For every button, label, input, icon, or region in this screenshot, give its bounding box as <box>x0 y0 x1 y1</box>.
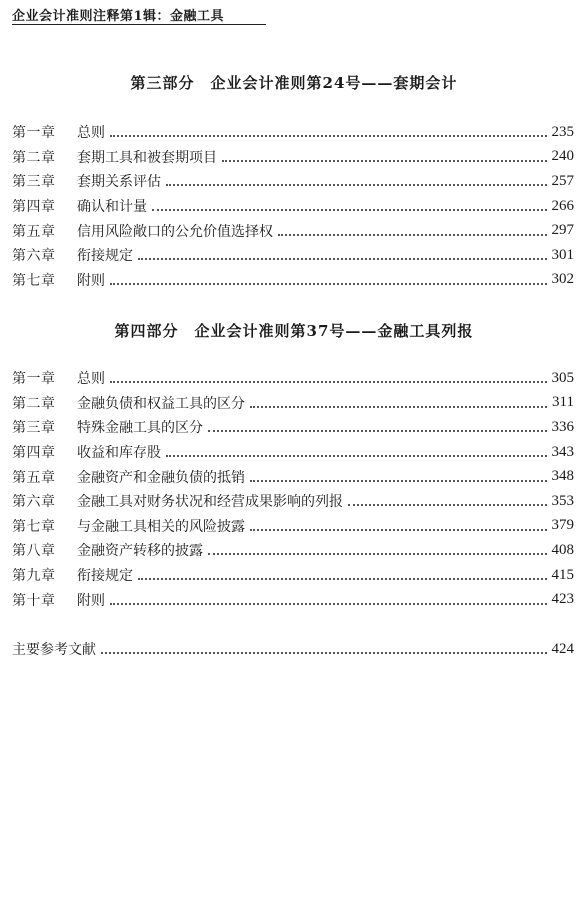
part-three-toc <box>12 120 574 292</box>
page-number: 353 <box>551 492 574 509</box>
chapter-title: 总则 <box>77 125 105 142</box>
references-section <box>12 637 574 662</box>
chapter-title: 确认和计量 <box>77 199 147 216</box>
part-four-toc <box>12 366 574 612</box>
chapter-number: 第八章 <box>12 543 56 560</box>
page-number: 379 <box>551 517 574 534</box>
dot-leader <box>166 184 547 186</box>
chapter-number: 第三章 <box>12 420 56 437</box>
toc-entry[interactable] <box>12 464 574 489</box>
page-number: 311 <box>552 394 574 411</box>
page-number: 301 <box>551 246 574 263</box>
toc-entry[interactable] <box>12 145 574 170</box>
dot-leader <box>138 578 547 580</box>
chapter-title: 金融工具对财务状况和经营成果影响的列报 <box>77 494 343 511</box>
chapter-number: 第十章 <box>12 592 56 609</box>
chapter-title: 总则 <box>77 371 105 388</box>
toc-entry[interactable] <box>12 194 574 219</box>
page-number: 423 <box>551 591 574 608</box>
page-number: 240 <box>551 148 574 165</box>
page-number: 305 <box>551 369 574 386</box>
toc-entry[interactable] <box>12 538 574 563</box>
chapter-title: 附则 <box>77 272 105 289</box>
toc-entry[interactable] <box>12 489 574 514</box>
page-number: 302 <box>551 271 574 288</box>
chapter-number: 第五章 <box>12 469 56 486</box>
references-title: 主要参考文献 <box>12 642 96 659</box>
chapter-number: 第六章 <box>12 248 56 265</box>
part-four-title: 第四部分 企业会计准则第37号——金融工具列报 <box>114 322 474 340</box>
dot-leader <box>166 455 547 457</box>
chapter-title: 附则 <box>77 592 105 609</box>
chapter-title: 信用风险敞口的公允价值选择权 <box>77 223 273 240</box>
dot-leader <box>208 430 547 432</box>
toc-entry[interactable] <box>12 563 574 588</box>
chapter-number: 第二章 <box>12 149 56 166</box>
chapter-title: 套期工具和被套期项目 <box>77 149 217 166</box>
chapter-title: 金融负债和权益工具的区分 <box>77 395 245 412</box>
chapter-number: 第七章 <box>12 272 56 289</box>
dot-leader <box>250 529 547 531</box>
chapter-number: 第二章 <box>12 395 56 412</box>
part-three-title: 第三部分 企业会计准则第24号——套期会计 <box>130 74 458 92</box>
dot-leader <box>222 160 547 162</box>
chapter-number: 第四章 <box>12 199 56 216</box>
chapter-title: 收益和库存股 <box>77 445 161 462</box>
chapter-number: 第一章 <box>12 125 56 142</box>
chapter-number: 第五章 <box>12 223 56 240</box>
page-number: 408 <box>551 541 574 558</box>
dot-leader <box>208 553 547 555</box>
page-number: 424 <box>551 640 574 657</box>
page-number: 348 <box>551 468 574 485</box>
page-number: 257 <box>551 172 574 189</box>
chapter-title: 特殊金融工具的区分 <box>77 420 203 437</box>
chapter-number: 第九章 <box>12 568 56 585</box>
dot-leader <box>138 258 547 260</box>
toc-entry[interactable] <box>12 440 574 465</box>
chapter-title: 衔接规定 <box>77 248 133 265</box>
toc-entry[interactable] <box>12 514 574 539</box>
chapter-title: 金融资产和金融负债的抵销 <box>77 469 245 486</box>
page-number: 343 <box>551 443 574 460</box>
page-number: 266 <box>551 197 574 214</box>
dot-leader <box>278 234 547 236</box>
page-number: 415 <box>551 566 574 583</box>
toc-entry[interactable] <box>12 120 574 145</box>
toc-entry[interactable] <box>12 218 574 243</box>
dot-leader <box>250 480 547 482</box>
references-entry[interactable] <box>12 637 574 662</box>
chapter-title: 衔接规定 <box>77 568 133 585</box>
toc-entry[interactable] <box>12 169 574 194</box>
toc-entry[interactable] <box>12 391 574 416</box>
page-number: 235 <box>551 123 574 140</box>
running-header: 企业会计准则注释第1辑：金融工具 <box>12 9 225 24</box>
page-number: 336 <box>551 418 574 435</box>
chapter-number: 第七章 <box>12 518 56 535</box>
toc-entry[interactable] <box>12 415 574 440</box>
chapter-number: 第一章 <box>12 371 56 388</box>
chapter-number: 第六章 <box>12 494 56 511</box>
page-number: 297 <box>551 222 574 239</box>
dot-leader <box>250 406 547 408</box>
toc-entry[interactable] <box>12 366 574 391</box>
dot-leader <box>110 603 547 605</box>
chapter-title: 与金融工具相关的风险披露 <box>77 518 245 535</box>
dot-leader <box>110 283 547 285</box>
chapter-title: 套期关系评估 <box>77 174 161 191</box>
chapter-number: 第四章 <box>12 445 56 462</box>
header-rule <box>12 24 266 25</box>
chapter-title: 金融资产转移的披露 <box>77 543 203 560</box>
dot-leader <box>110 135 547 137</box>
chapter-number: 第三章 <box>12 174 56 191</box>
toc-entry[interactable] <box>12 587 574 612</box>
dot-leader <box>110 381 547 383</box>
dot-leader <box>348 504 547 506</box>
toc-entry[interactable] <box>12 268 574 293</box>
dot-leader <box>152 209 547 211</box>
dot-leader <box>101 652 547 654</box>
toc-entry[interactable] <box>12 243 574 268</box>
